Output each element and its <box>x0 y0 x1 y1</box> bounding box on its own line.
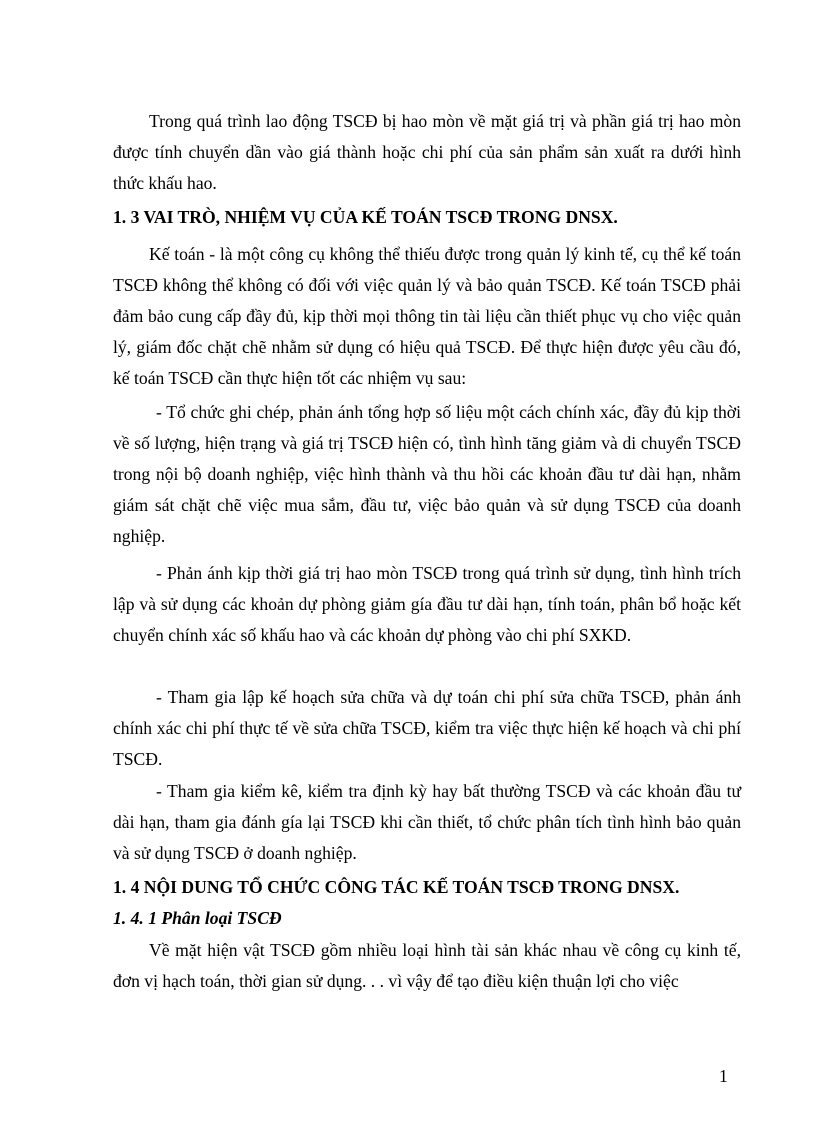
paragraph-text: - Phản ánh kịp thời giá trị hao mòn TSCĐ trong quá trình sử dụng, tình hình trích lập và sử dụng các khoản dự phòng giảm gía đầu tư dài hạn, tính toán, phân bổ hoặc kết chuyển chính xác số khấu hao và các khoản dự phòng vào chi phí SXKD. <box>113 563 741 645</box>
paragraph-text: Kế toán - là một công cụ không thể thiếu được trong quản lý kinh tế, cụ thể kế toán TSCĐ không thể không có đối với việc quản lý và bảo quản TSCĐ. Kế toán TSCĐ phải đảm bảo cung cấp đầy đủ, kịp thời mọi thông tin tài liệu cần thiết phục vụ cho việc quản lý, giám đốc chặt chẽ nhằm sử dụng có hiệu quả TSCĐ. Để thực hiện được yêu cầu đó, kế toán TSCĐ cần thực hiện tốt các nhiệm vụ sau: <box>113 244 741 388</box>
paragraph-text: - Tham gia lập kế hoạch sửa chữa và dự toán chi phí sửa chữa TSCĐ, phản ánh chính xác chi phí thực tế về sửa chữa TSCĐ, kiểm tra việc thực hiện kế hoạch và chi phí TSCĐ. <box>113 687 741 769</box>
paragraph-text: Về mặt hiện vật TSCĐ gồm nhiều loại hình tài sản khác nhau về công cụ kinh tế, đơn vị hạch toán, thời gian sử dụng. . . vì vậy để tạo điều kiện thuận lợi cho việc <box>113 940 741 991</box>
paragraph-text: - Tham gia kiểm kê, kiểm tra định kỳ hay bất thường TSCĐ và các khoản đầu tư dài hạn, tham gia đánh gía lại TSCĐ khi cần thiết, tổ chức phân tích tình hình bảo quản và sử dụng TSCĐ ở doanh nghiệp. <box>113 781 741 863</box>
paragraph-task-repair <box>113 682 741 775</box>
page-number: 1 <box>719 1066 728 1086</box>
paragraph-text: Trong quá trình lao động TSCĐ bị hao mòn về mặt giá trị và phần giá trị hao mòn được tính chuyển dần vào giá thành hoặc chi phí của sản phẩm sản xuất ra dưới hình thức khấu hao. <box>113 111 741 193</box>
section-heading-1-3: 1. 3 VAI TRÒ, NHIỆM VỤ CỦA KẾ TOÁN TSCĐ TRONG DNSX. <box>113 207 618 227</box>
subsection-heading-1-4-1: 1. 4. 1 Phân loại TSCĐ <box>113 908 282 928</box>
paragraph-depreciation-intro <box>113 106 741 199</box>
paragraph-text: - Tổ chức ghi chép, phản ánh tổng hợp số liệu một cách chính xác, đầy đủ kịp thời về số lượng, hiện trạng và giá trị TSCĐ hiện có, tình hình tăng giảm và di chuyển TSCĐ trong nội bộ doanh nghiệp, việc hình thành và thu hồi các khoản đầu tư dài hạn, nhằm giám sát chặt chẽ việc mua sắm, đầu tư, việc bảo quản và sử dụng TSCĐ của doanh nghiệp. <box>113 402 741 546</box>
section-heading-1-4: 1. 4 NỘI DUNG TỔ CHỨC CÔNG TÁC KẾ TOÁN TSCĐ TRONG DNSX. <box>113 877 680 897</box>
paragraph-accounting-role <box>113 239 741 394</box>
paragraph-classification <box>113 935 741 997</box>
paragraph-task-recording <box>113 397 741 552</box>
paragraph-task-inventory <box>113 776 741 869</box>
paragraph-task-depreciation <box>113 558 741 651</box>
